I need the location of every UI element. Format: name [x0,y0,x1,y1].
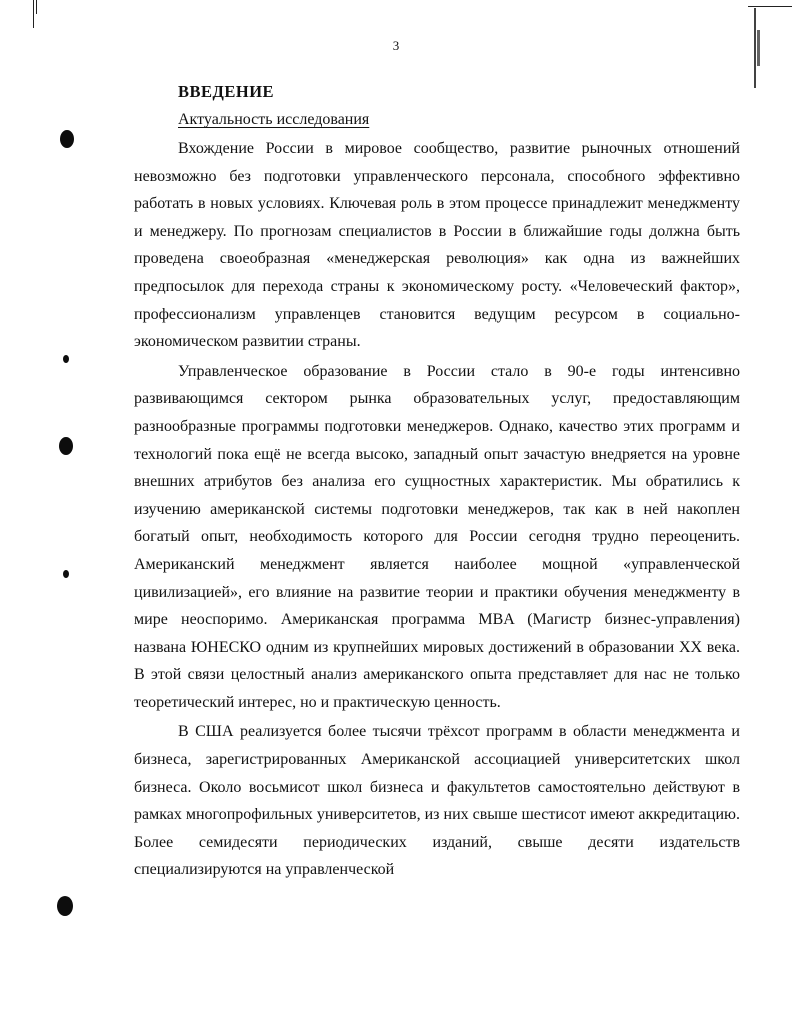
binding-blot [63,355,69,363]
scan-left-edge-mark [33,0,34,28]
binding-blot [60,130,74,148]
document-body [134,135,740,884]
scan-left-edge-mark [36,0,37,14]
binding-blot [57,896,73,916]
paragraph: В США реализуется более тысячи трёхсот программ в области менеджмента и бизнеса, зарегистрированных Американской ассоциацией университетских школ бизнеса. Около восьмисот школ бизнеса и факультетов самостоятельно действуют в рамках многопрофильных университетов, из них свыше шестисот имеют аккредитацию. Более семидесяти периодических изданий, свыше десяти издательств специализируются на управленческой [134,723,740,879]
paragraph: Управленческое образование в России стало в 90-е годы интенсивно развивающимся сектором рынка образовательных услуг, предоставляющим разнообразные программы подготовки менеджеров. Однако, качество этих программ и технологий пока ещё не всегда высоко, западный опыт зачастую внедряется на уровне внешних атрибутов без анализа его сущностных характеристик. Мы обратились к изучению американской системы подготовки менеджеров, так как в ней накоплен богатый опыт, необходимость которого для России сегодня трудно переоценить. Американский менеджмент является наиболее мощной «управленческой цивилизацией», его влияние на развитие теории и практики обучения менеджменту в мире неоспоримо. Американская программа MBA (Магистр бизнес-управления) названа ЮНЕСКО одним из крупнейших мировых достижений в образовании XX века. В этой связи целостный анализ американского опыта представляет для нас не только теоретический интерес, но и практическую ценность. [134,362,740,711]
section-subtitle: Актуальность исследования [178,111,370,128]
binding-blot [63,570,69,578]
binding-blot [59,437,73,455]
paragraph: Вхождение России в мировое сообщество, развитие рыночных отношений невозможно без подготовки управленческого персонала, способного эффективно работать в новых условиях. Ключевая роль в этом процессе принадлежит менеджменту и менеджеру. По прогнозам специалистов в России в ближайшие годы должна быть проведена своеобразная «менеджерская революция» как одна из важнейших предпосылок для перехода страны к экономическому росту. «Человеческий фактор», профессионализм управленцев становится ведущим ресурсом в социально-экономическом развитии страны. [134,140,740,351]
page-title: ВВЕДЕНИЕ [178,82,275,101]
page-number: 3 [392,38,400,53]
scan-top-right-edge [748,6,792,7]
